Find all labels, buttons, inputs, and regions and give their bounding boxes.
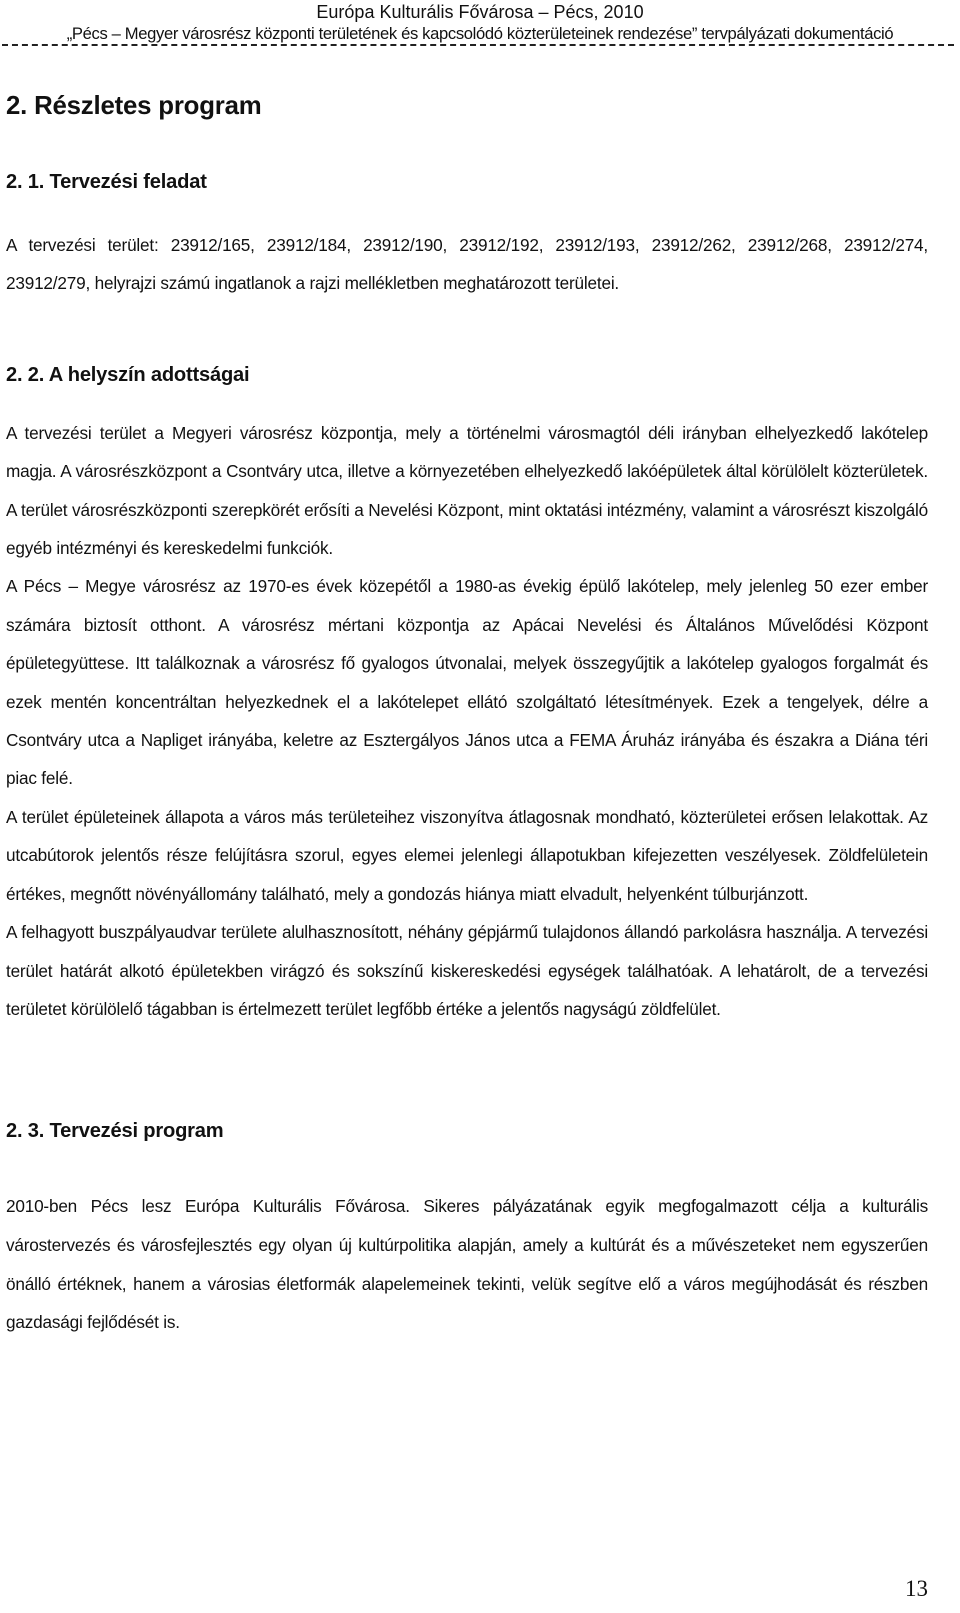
paragraph-tervezesi-program: 2010-ben Pécs lesz Európa Kulturális Fővárosa. Sikeres pályázatának egyik megfogalmazott célja a kulturális várostervezés és városfejlesztés egy olyan új kultúrpolitika alapján, amely a kultúrát és a művészeteket nem egyszerűen önálló értéknek, hanem a városias életformák alapelemeinek tekinti, velük segítve elő a város megújhodását és részben gazdasági fejlődését is. [6,1196,928,1333]
paragraph-helyszin-2: A Pécs – Megye városrész az 1970-es évek közepétől a 1980-as évekig épülő lakótelep, mely jelenleg 50 ezer ember számára biztosít otthont. A városrész mértani központja az Apácai Nevelési és Általános Művelődési Központ épületegyüttese. Itt találkoznak a városrész fő gyalogos útvonalai, melyek összegyűjtik a lakótelep gyalogos forgalmát és ezek mentén koncentráltan helyezkednek el a lakótelepet ellátó szolgáltató létesítmények. Ezek a tengelyek, délre a Csontváry utca a Napliget irányába, keletre az Esztergályos János utca a FEMA Áruház irányába és északra a Diána téri piac felé. [6,576,928,789]
page-header [0,0,960,50]
paragraph-helyszin-3: A terület épületeinek állapota a város más területeihez viszonyítva átlagosnak mondható, közterületei erősen lelakottak. Az utcabútorok jelentős része felújításra szorul, egyes elemei jelenlegi állapotukban kifejezetten veszélyesek. Zöldfelületein értékes, megnőtt növényállomány található, mely a gondozás hiánya miatt elvadult, helyenként túlburjánzott. [6,806,928,904]
section-heading-2-1: 2. 1. Tervezési feladat [6,171,207,193]
paragraph-tervezesi-terulet: A tervezési terület: 23912/165, 23912/184, 23912/190, 23912/192, 23912/193, 23912/262, 23912/268, 23912/274, 23912/279, helyrajzi számú ingatlanok a rajzi mellékletben meghatározott területei. [6,235,928,294]
section-heading-2-2: 2. 2. A helyszín adottságai [6,363,250,386]
page-number: 13 [905,1576,928,1601]
paragraph-helyszin-1: A tervezési terület a Megyeri városrész központja, mely a történelmi városmagtól déli irányban elhelyezkedő lakótelep magja. A városrészközpont a Csontváry utca, illetve a környezetében elhelyezkedő lakóépületek által körülölelt közterületek. A terület városrészközponti szerepkörét erősíti a Nevelési Központ, mint oktatási intézmény, valamint a városrészt kiszolgáló egyéb intézményi és kereskedelmi funkciók. [6,422,928,559]
section-heading-2-3: 2. 3. Tervezési program [6,1120,224,1143]
header-divider [2,44,954,46]
document-body [6,92,928,1342]
paragraph-helyszin-4: A felhagyott buszpályaudvar területe alulhasznosított, néhány gépjármű tulajdonos állandó parkolásra használja. A tervezési terület határát alkotó épületekben virágzó és sokszínű kiskereskedési egységek találhatóak. A lehatárolt, de a tervezési területet körülölelő tágabban is értelmezett terület legfőbb értéke a jelentős nagyságú zöldfelület. [6,922,928,1019]
header-subtitle: „Pécs – Megyer városrész központi területének és kapcsolódó közterületeinek rendezése” tervpályázati dokumentáció [66,24,894,43]
header-title: Európa Kulturális Fővárosa – Pécs, 2010 [316,2,644,22]
section-heading-2: 2. Részletes program [6,92,262,120]
